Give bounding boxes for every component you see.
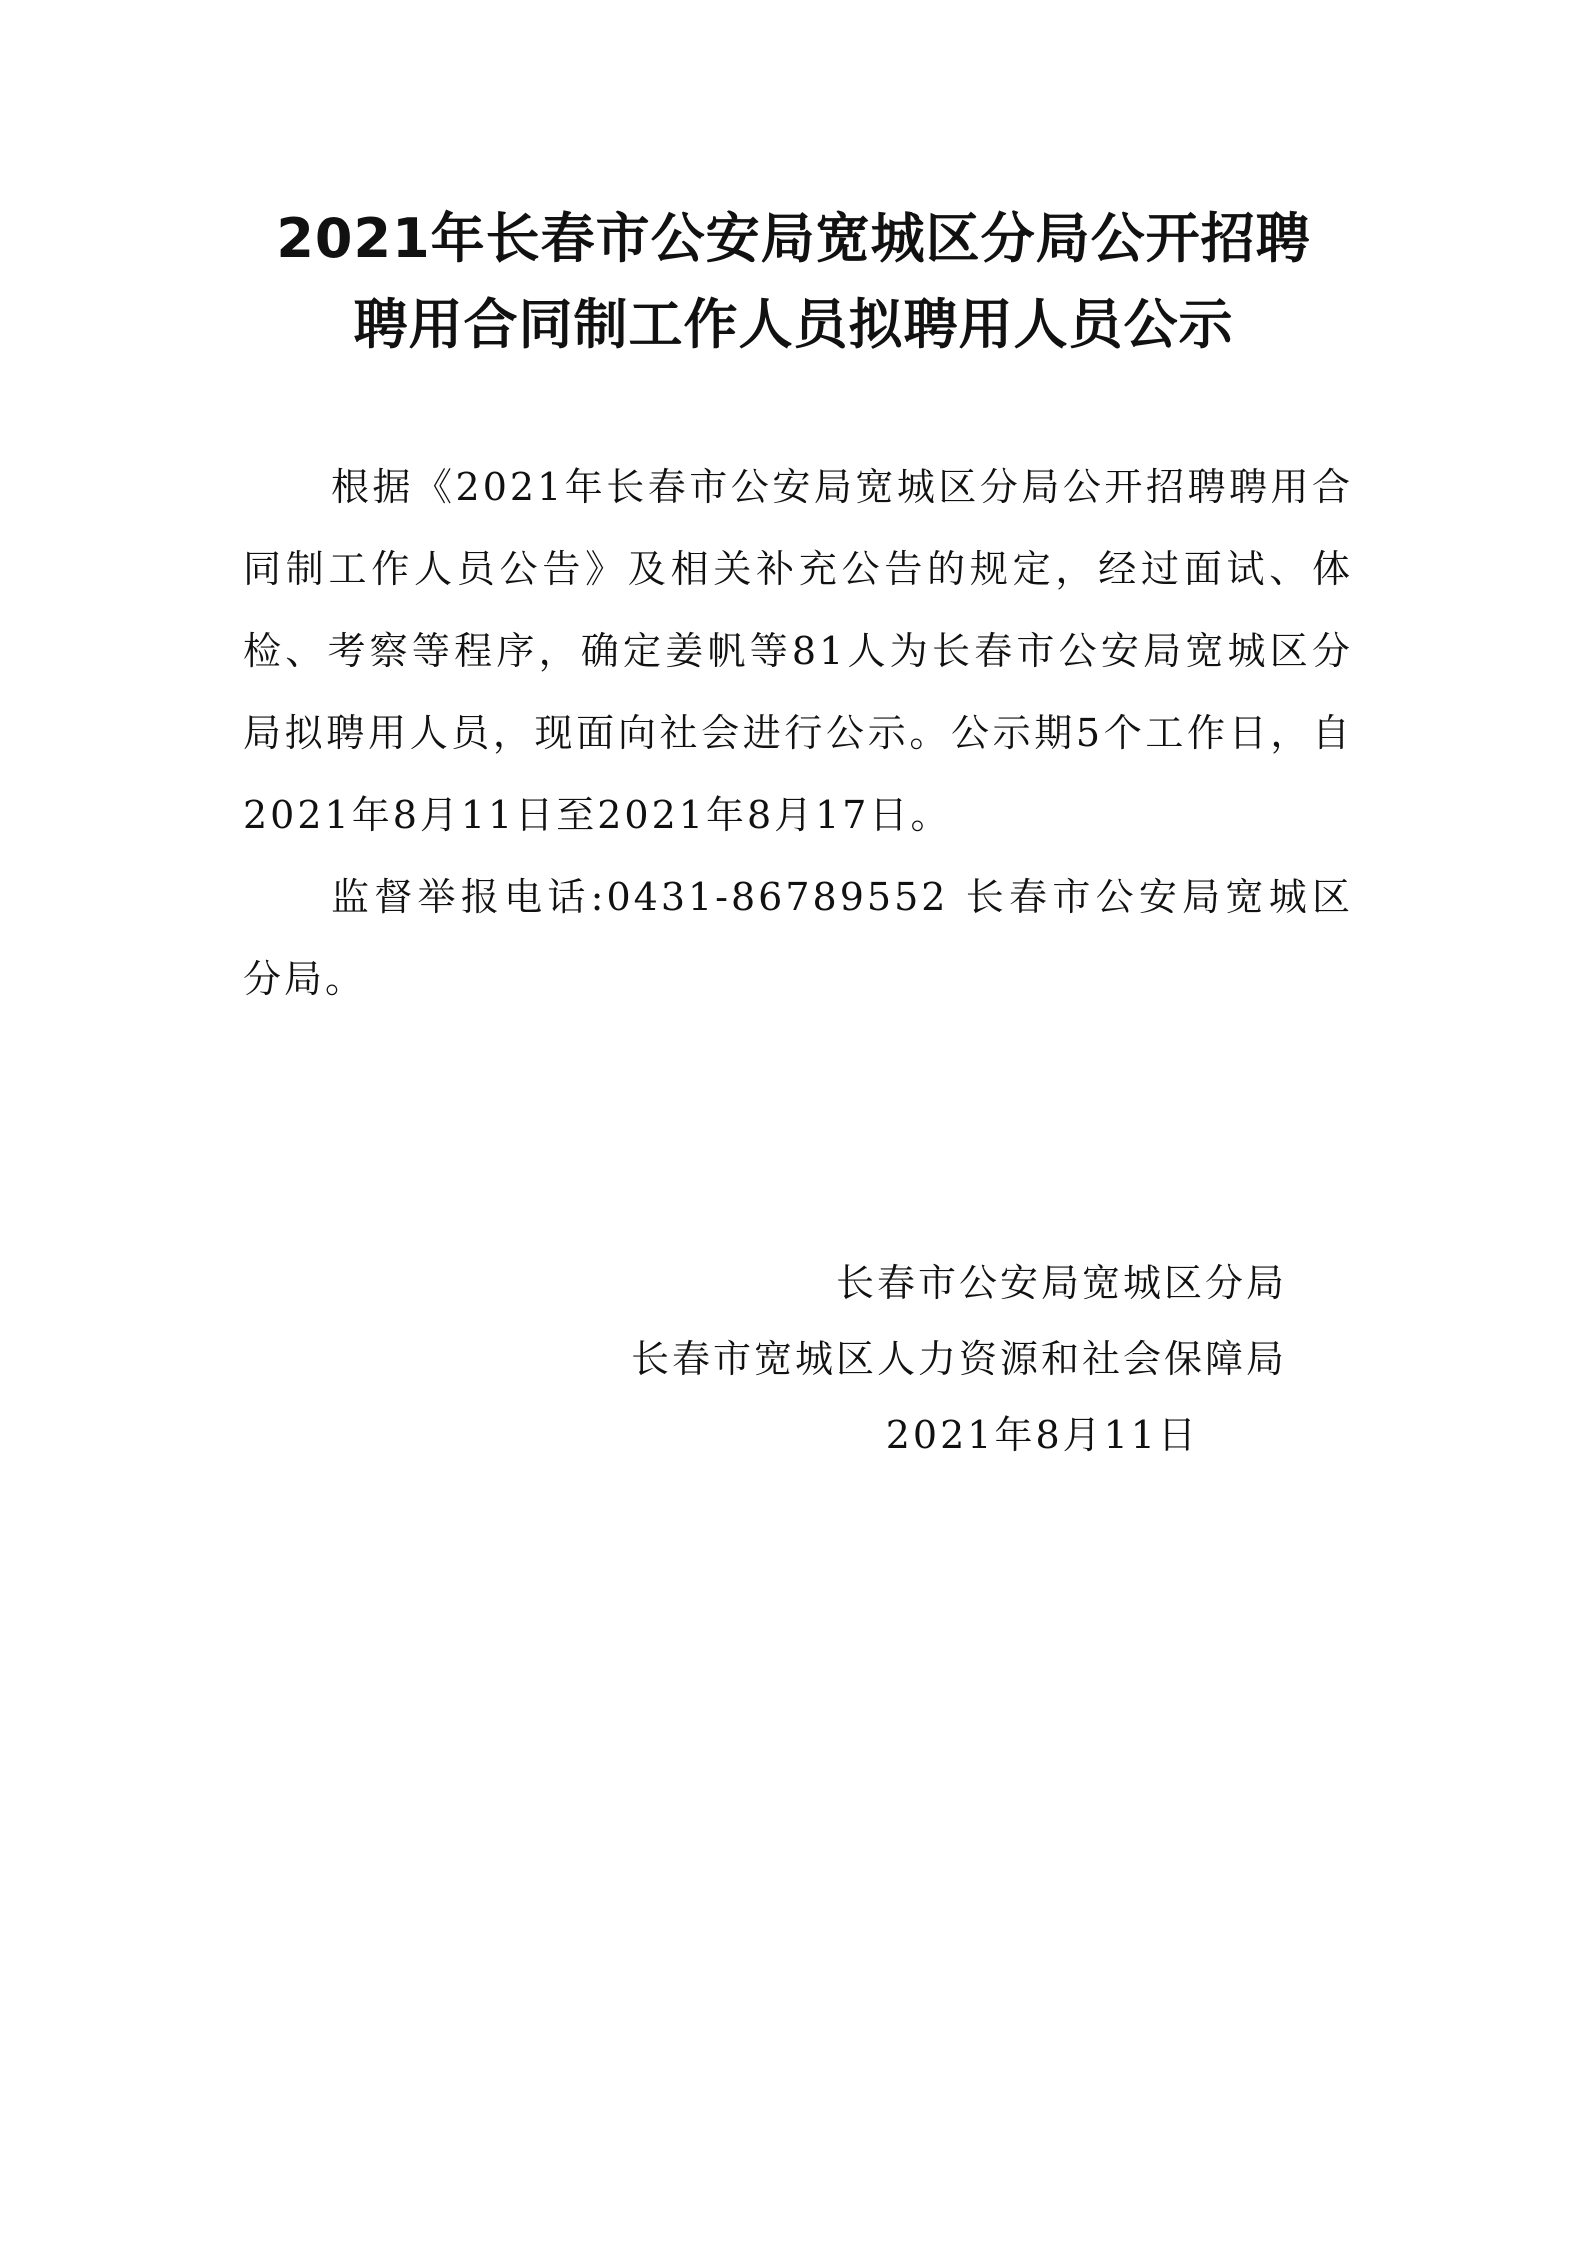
- body-paragraph-hotline: 监督举报电话:0431-86789552 长春市公安局宽城区分局。: [243, 875, 1353, 1001]
- signature-org-hr-bureau: 长春市宽城区人力资源和社会保障局: [630, 1337, 1287, 1381]
- signature-block: [487, 1245, 1287, 1473]
- body-paragraph-announcement: 根据《2021年长春市公安局宽城区分局公开招聘聘用合同制工作人员公告》及相关补充公告的规定，经过面试、体检、考察等程序，确定姜帆等81人为长春市公安局宽城区分局拟聘用人员，现面向社会进行公示。公示期5个工作日，自2021年8月11日至2021年8月17日。: [243, 465, 1353, 837]
- signature-date: 2021年8月11日: [885, 1413, 1199, 1457]
- title-line-2: 聘用合同制工作人员拟聘用人员公示: [353, 293, 1234, 356]
- title-line-1: 2021年长春市公安局宽城区分局公开招聘: [276, 207, 1311, 270]
- document-body: [243, 446, 1353, 1020]
- document-title: [240, 196, 1347, 368]
- signature-org-police: 长春市公安局宽城区分局: [835, 1261, 1287, 1305]
